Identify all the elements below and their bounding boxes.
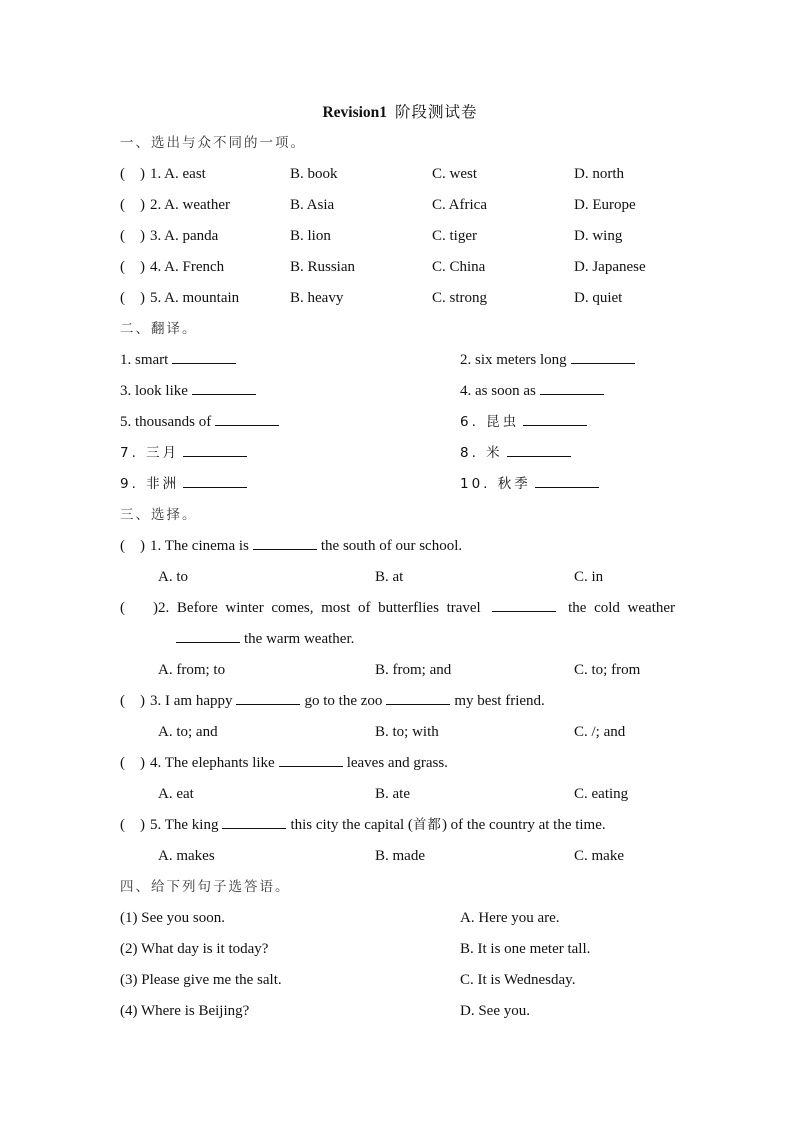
answer-blank[interactable]	[279, 752, 343, 767]
text: this city the capital (	[290, 817, 413, 833]
question-row	[120, 252, 680, 283]
question-row	[120, 593, 675, 624]
option-b: B. at	[375, 569, 404, 585]
option-b: B. book	[290, 166, 338, 182]
answer-blank[interactable]	[571, 349, 635, 364]
response: B. It is one meter tall.	[460, 941, 591, 957]
answer-blank[interactable]	[236, 690, 300, 705]
answer-blank[interactable]	[492, 597, 556, 612]
answer-blank[interactable]	[192, 380, 256, 395]
option-d: D. quiet	[574, 290, 623, 306]
text: 10. 秋季	[460, 476, 531, 492]
text: ) of the country at the time.	[441, 817, 606, 833]
answer-blank[interactable]	[523, 411, 587, 426]
option-b: B. lion	[290, 228, 331, 244]
answer-paren[interactable]: ( )	[120, 259, 145, 275]
match-row	[120, 996, 680, 1027]
answer-paren[interactable]: ( )	[120, 538, 145, 554]
question-row	[120, 748, 680, 779]
text: 5. thousands of	[120, 414, 212, 430]
prompt: (1) See you soon.	[120, 910, 225, 926]
text: the cold weather	[568, 600, 676, 616]
option-d: D. wing	[574, 228, 623, 244]
translation-item	[460, 345, 639, 376]
option-a: 5. A. mountain	[150, 290, 240, 306]
text: 6. 昆虫	[460, 414, 520, 430]
question-row	[120, 190, 680, 221]
response: C. It is Wednesday.	[460, 972, 576, 988]
answer-paren[interactable]: ( )	[120, 228, 145, 244]
text: my best friend.	[454, 693, 545, 709]
option-a: 1. A. east	[150, 166, 206, 182]
text: 2. six meters long	[460, 352, 567, 368]
text: 4. The elephants like	[150, 755, 275, 771]
option-b: B. Asia	[290, 197, 335, 213]
translation-item	[120, 469, 251, 500]
question-row	[120, 810, 680, 841]
options-row	[120, 717, 680, 748]
exam-page	[120, 97, 680, 1027]
question-row	[120, 283, 680, 314]
option-b: B. from; and	[375, 662, 452, 678]
translation-row	[120, 376, 680, 407]
option-b: B. made	[375, 848, 425, 864]
prompt: (4) Where is Beijing?	[120, 1003, 250, 1019]
option-d: D. Europe	[574, 197, 636, 213]
option-c: C. make	[574, 848, 624, 864]
option-b: B. to; with	[375, 724, 439, 740]
options-row	[120, 655, 680, 686]
option-a: A. from; to	[158, 662, 226, 678]
prompt: (2) What day is it today?	[120, 941, 269, 957]
answer-paren[interactable]: ( )	[120, 290, 145, 306]
answer-blank[interactable]	[535, 473, 599, 488]
option-b: B. ate	[375, 786, 410, 802]
translation-item	[120, 345, 240, 376]
option-a: A. makes	[158, 848, 215, 864]
answer-blank[interactable]	[386, 690, 450, 705]
option-c: C. tiger	[432, 228, 477, 244]
section-3-header: 三、选择。	[120, 507, 198, 523]
text: 8. 米	[460, 445, 503, 461]
translation-item	[120, 376, 260, 407]
text: 9. 非洲	[120, 476, 180, 492]
option-a: A. to; and	[158, 724, 218, 740]
options-row	[120, 841, 680, 872]
match-row	[120, 965, 680, 996]
question-row	[120, 221, 680, 252]
translation-row	[120, 345, 680, 376]
translation-item	[460, 376, 608, 407]
option-a: 3. A. panda	[150, 228, 219, 244]
answer-blank[interactable]	[540, 380, 604, 395]
translation-row	[120, 469, 680, 500]
option-d: D. Japanese	[574, 259, 646, 275]
section-2-header: 二、翻译。	[120, 321, 198, 337]
text: the south of our school.	[320, 538, 463, 554]
option-a: 4. A. French	[150, 259, 225, 275]
option-a: 2. A. weather	[150, 197, 230, 213]
text: 1. smart	[120, 352, 169, 368]
option-c: C. Africa	[432, 197, 487, 213]
translation-row	[120, 407, 680, 438]
answer-paren[interactable]: ( )	[120, 755, 145, 771]
translation-item	[460, 469, 603, 500]
option-d: D. north	[574, 166, 624, 182]
text: go to the zoo	[304, 693, 383, 709]
option-c: C. in	[574, 569, 604, 585]
answer-paren[interactable]: ( )	[120, 197, 145, 213]
options-row	[120, 779, 680, 810]
translation-item	[460, 407, 591, 438]
text: 3. I am happy	[150, 693, 233, 709]
translation-item	[120, 407, 283, 438]
question-row	[120, 531, 680, 562]
question-row	[120, 686, 680, 717]
translation-row	[120, 438, 680, 469]
question-row-cont	[120, 624, 680, 655]
option-b: B. Russian	[290, 259, 356, 275]
text: leaves and grass.	[346, 755, 448, 771]
prompt: (3) Please give me the salt.	[120, 972, 282, 988]
option-a: A. eat	[158, 786, 194, 802]
answer-blank[interactable]	[215, 411, 279, 426]
response: A. Here you are.	[460, 910, 560, 926]
text: 1. The cinema is	[150, 538, 249, 554]
title-en: Revision1	[322, 104, 388, 121]
option-c: C. strong	[432, 290, 488, 306]
question-row	[120, 159, 680, 190]
section-4-header: 四、给下列句子选答语。	[120, 879, 291, 895]
option-c: C. to; from	[574, 662, 641, 678]
option-a: A. to	[158, 569, 188, 585]
match-row	[120, 903, 680, 934]
answer-blank[interactable]	[183, 473, 247, 488]
text: 7. 三月	[120, 445, 180, 461]
answer-blank[interactable]	[222, 814, 286, 829]
answer-blank[interactable]	[253, 535, 317, 550]
answer-blank[interactable]	[176, 628, 240, 643]
answer-blank[interactable]	[172, 349, 236, 364]
translation-item	[120, 438, 251, 469]
translation-item	[460, 438, 575, 469]
options-row	[120, 562, 680, 593]
title-cn: 阶段测试卷	[395, 104, 478, 121]
text: 4. as soon as	[460, 383, 536, 399]
option-c: C. eating	[574, 786, 629, 802]
section-1-header: 一、选出与众不同的一项。	[120, 135, 306, 151]
answer-blank[interactable]	[183, 442, 247, 457]
text: 首都	[412, 817, 442, 833]
answer-paren[interactable]: ( )	[120, 166, 145, 182]
answer-paren[interactable]: ( )	[120, 693, 145, 709]
response: D. See you.	[460, 1003, 530, 1019]
text: 2. Before winter comes, most of butterflies travel	[158, 600, 481, 616]
option-b: B. heavy	[290, 290, 344, 306]
answer-blank[interactable]	[507, 442, 571, 457]
option-c: C. west	[432, 166, 477, 182]
option-c: C. /; and	[574, 724, 626, 740]
option-c: C. China	[432, 259, 486, 275]
text: 3. look like	[120, 383, 188, 399]
answer-paren[interactable]: ( )	[120, 817, 145, 833]
page-title	[120, 97, 680, 128]
answer-paren[interactable]: ( )	[120, 600, 158, 616]
text: the warm weather.	[244, 631, 355, 647]
match-row	[120, 934, 680, 965]
text: 5. The king	[150, 817, 219, 833]
